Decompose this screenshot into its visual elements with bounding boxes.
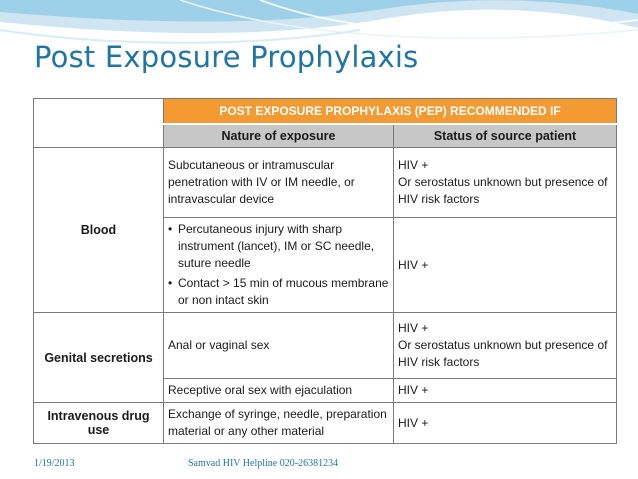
category-intravenous-drug-use: Intravenous drug use (34, 403, 164, 444)
table-cell-status: HIV + (394, 379, 617, 403)
column-header-status: Status of source patient (394, 124, 617, 148)
pep-table-image (33, 98, 616, 448)
table-cell-status: HIV + (394, 218, 617, 313)
list-item: • Contact > 15 min of mucous membrane or non intact skin (168, 276, 389, 307)
slide-title: Post Exposure Prophylaxis (34, 40, 419, 74)
table-cell-nature: Receptive oral sex with ejaculation (164, 379, 394, 403)
footer-date: 1/19/2013 (34, 458, 75, 469)
table-banner: POST EXPOSURE PROPHYLAXIS (PEP) RECOMMENDED IF (164, 99, 617, 125)
column-header-nature: Nature of exposure (164, 124, 394, 148)
table-cell-status (394, 313, 617, 379)
list-item-text: Percutaneous injury with sharp instrument (lancet), IM or SC needle, suture needle (178, 222, 375, 270)
pep-table (33, 98, 617, 444)
footer-text: Samvad HIV Helpline 020-26381234 (188, 458, 339, 469)
category-blood: Blood (34, 148, 164, 313)
list-item-text: Contact > 15 min of mucous membrane or non intact skin (178, 276, 389, 307)
table-cell-nature: Subcutaneous or intramuscular penetration with IV or IM needle, or intravascular device (164, 148, 394, 218)
table-cell-nature: Exchange of syringe, needle, preparation material or any other material (164, 403, 394, 444)
table-cell-nature (164, 218, 394, 313)
category-genital-secretions: Genital secretions (34, 313, 164, 403)
list-item: • Percutaneous injury with sharp instrument (lancet), IM or SC needle, suture needle (168, 221, 389, 272)
status-line: HIV + (398, 321, 429, 335)
status-line: Or serostatus unknown but presence of HIV risk factors (398, 338, 608, 369)
table-cell-nature: Anal or vaginal sex (164, 313, 394, 379)
empty-header-cell (34, 99, 164, 148)
table-cell-status: HIV + (394, 403, 617, 444)
status-line: Or serostatus unknown but presence of HIV risk factors (398, 175, 608, 206)
table-cell-status (394, 148, 617, 218)
status-line: HIV + (398, 158, 429, 172)
